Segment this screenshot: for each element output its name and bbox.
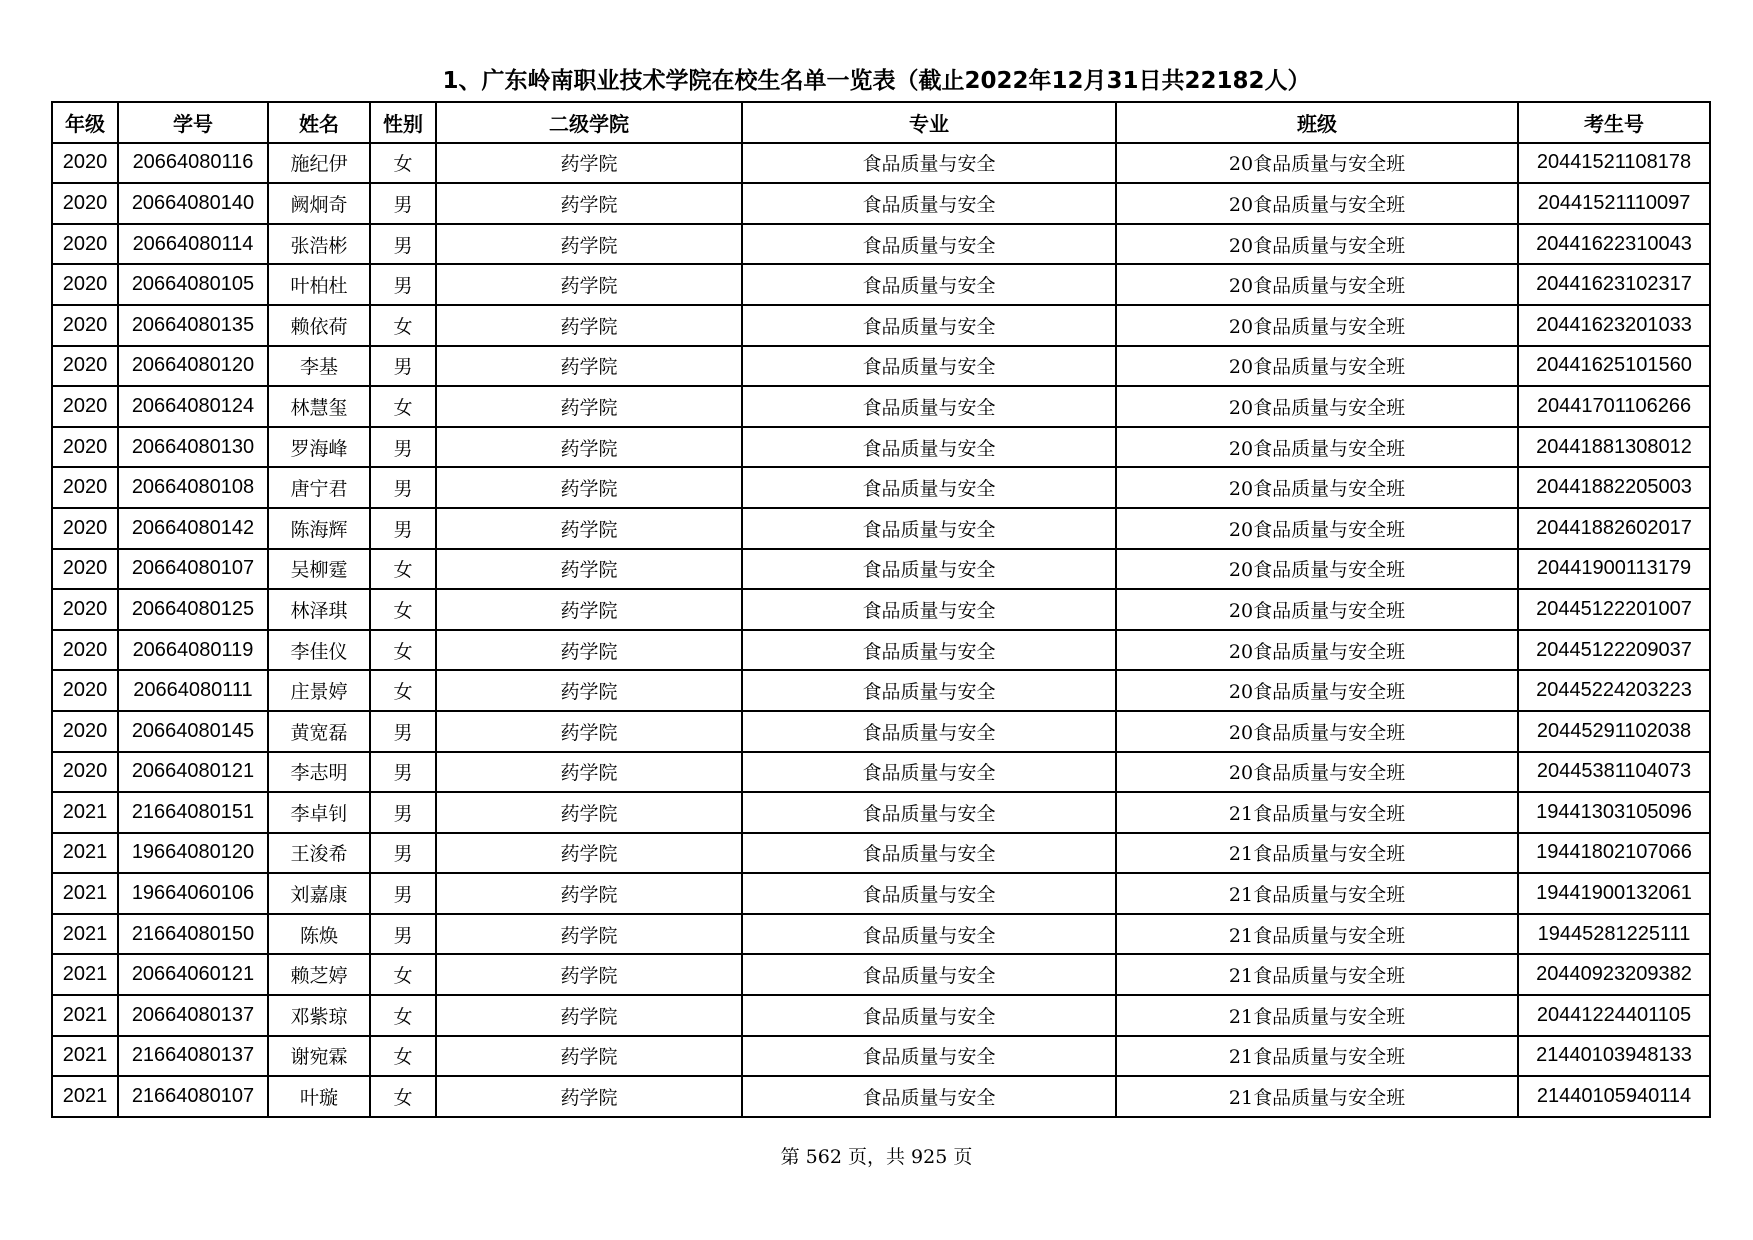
cell-student-id: 20664080120: [118, 346, 268, 387]
table-row: [52, 346, 1710, 387]
cell-name: 林泽琪: [268, 589, 370, 630]
table-row: [52, 1036, 1710, 1077]
cell-name: 陈海辉: [268, 508, 370, 549]
cell-major: 食品质量与安全: [742, 183, 1116, 224]
cell-major: 食品质量与安全: [742, 589, 1116, 630]
cell-name: 黄宽磊: [268, 711, 370, 752]
cell-name: 林慧玺: [268, 386, 370, 427]
cell-college: 药学院: [436, 752, 742, 793]
cell-name: 叶璇: [268, 1076, 370, 1117]
cell-exam-number: 20445122201007: [1518, 589, 1710, 630]
cell-major: 食品质量与安全: [742, 143, 1116, 184]
cell-major: 食品质量与安全: [742, 670, 1116, 711]
cell-exam-number: 21440103948133: [1518, 1036, 1710, 1077]
table-row: [52, 752, 1710, 793]
cell-grade: 2020: [52, 427, 118, 468]
cell-exam-number: 20441622310043: [1518, 224, 1710, 265]
cell-name: 庄景婷: [268, 670, 370, 711]
cell-grade: 2021: [52, 995, 118, 1036]
cell-student-id: 19664060106: [118, 873, 268, 914]
cell-grade: 2020: [52, 508, 118, 549]
cell-college: 药学院: [436, 143, 742, 184]
cell-class: 20食品质量与安全班: [1116, 346, 1518, 387]
cell-grade: 2020: [52, 752, 118, 793]
cell-gender: 女: [370, 1076, 436, 1117]
cell-class: 20食品质量与安全班: [1116, 711, 1518, 752]
header-class: 班级: [1116, 102, 1518, 143]
cell-grade: 2020: [52, 305, 118, 346]
table-row: [52, 711, 1710, 752]
cell-exam-number: 20445122209037: [1518, 630, 1710, 671]
cell-class: 20食品质量与安全班: [1116, 549, 1518, 590]
cell-grade: 2021: [52, 1036, 118, 1077]
cell-student-id: 19664080120: [118, 833, 268, 874]
cell-college: 药学院: [436, 183, 742, 224]
cell-class: 20食品质量与安全班: [1116, 427, 1518, 468]
cell-college: 药学院: [436, 589, 742, 630]
header-grade: 年级: [52, 102, 118, 143]
cell-student-id: 20664080137: [118, 995, 268, 1036]
cell-exam-number: 20441701106266: [1518, 386, 1710, 427]
cell-grade: 2021: [52, 792, 118, 833]
cell-major: 食品质量与安全: [742, 711, 1116, 752]
cell-student-id: 20664080124: [118, 386, 268, 427]
cell-gender: 男: [370, 183, 436, 224]
cell-student-id: 20664080145: [118, 711, 268, 752]
table-row: [52, 183, 1710, 224]
cell-grade: 2020: [52, 589, 118, 630]
cell-major: 食品质量与安全: [742, 1036, 1116, 1077]
table-row: [52, 427, 1710, 468]
header-name: 姓名: [268, 102, 370, 143]
cell-student-id: 21664080151: [118, 792, 268, 833]
cell-class: 21食品质量与安全班: [1116, 833, 1518, 874]
cell-major: 食品质量与安全: [742, 427, 1116, 468]
cell-college: 药学院: [436, 549, 742, 590]
table-row: [52, 467, 1710, 508]
cell-name: 吴柳霆: [268, 549, 370, 590]
cell-name: 李志明: [268, 752, 370, 793]
cell-gender: 男: [370, 833, 436, 874]
header-major: 专业: [742, 102, 1116, 143]
cell-college: 药学院: [436, 914, 742, 955]
cell-grade: 2021: [52, 914, 118, 955]
cell-exam-number: 20440923209382: [1518, 954, 1710, 995]
cell-class: 21食品质量与安全班: [1116, 873, 1518, 914]
cell-gender: 男: [370, 427, 436, 468]
cell-college: 药学院: [436, 670, 742, 711]
cell-exam-number: 20441882602017: [1518, 508, 1710, 549]
cell-class: 21食品质量与安全班: [1116, 954, 1518, 995]
cell-exam-number: 20441224401105: [1518, 995, 1710, 1036]
table-row: [52, 873, 1710, 914]
cell-major: 食品质量与安全: [742, 954, 1116, 995]
cell-grade: 2020: [52, 264, 118, 305]
cell-student-id: 20664080108: [118, 467, 268, 508]
cell-gender: 男: [370, 711, 436, 752]
table-row: [52, 549, 1710, 590]
cell-exam-number: 20441623201033: [1518, 305, 1710, 346]
cell-student-id: 20664080111: [118, 670, 268, 711]
cell-college: 药学院: [436, 711, 742, 752]
cell-exam-number: 20441521108178: [1518, 143, 1710, 184]
cell-class: 21食品质量与安全班: [1116, 914, 1518, 955]
table-row: [52, 954, 1710, 995]
cell-grade: 2020: [52, 549, 118, 590]
cell-student-id: 20664080114: [118, 224, 268, 265]
cell-college: 药学院: [436, 1076, 742, 1117]
cell-student-id: 20664080140: [118, 183, 268, 224]
cell-name: 阙炯奇: [268, 183, 370, 224]
cell-name: 李佳仪: [268, 630, 370, 671]
cell-exam-number: 20445381104073: [1518, 752, 1710, 793]
cell-gender: 女: [370, 1036, 436, 1077]
table-row: [52, 670, 1710, 711]
cell-class: 20食品质量与安全班: [1116, 386, 1518, 427]
cell-class: 20食品质量与安全班: [1116, 508, 1518, 549]
cell-name: 赖依荷: [268, 305, 370, 346]
cell-student-id: 21664080137: [118, 1036, 268, 1077]
table-row: [52, 995, 1710, 1036]
cell-name: 陈焕: [268, 914, 370, 955]
cell-college: 药学院: [436, 346, 742, 387]
cell-class: 21食品质量与安全班: [1116, 1076, 1518, 1117]
cell-gender: 女: [370, 670, 436, 711]
page-number-footer: 第 562 页，共 925 页: [780, 1146, 973, 1168]
cell-name: 刘嘉康: [268, 873, 370, 914]
cell-grade: 2020: [52, 670, 118, 711]
table-row: [52, 914, 1710, 955]
cell-grade: 2020: [52, 711, 118, 752]
cell-grade: 2020: [52, 467, 118, 508]
cell-gender: 女: [370, 589, 436, 630]
cell-gender: 男: [370, 873, 436, 914]
cell-class: 20食品质量与安全班: [1116, 589, 1518, 630]
cell-student-id: 20664080142: [118, 508, 268, 549]
cell-gender: 女: [370, 143, 436, 184]
cell-college: 药学院: [436, 224, 742, 265]
cell-college: 药学院: [436, 508, 742, 549]
cell-exam-number: 19441900132061: [1518, 873, 1710, 914]
cell-college: 药学院: [436, 427, 742, 468]
cell-student-id: 20664080105: [118, 264, 268, 305]
cell-gender: 女: [370, 954, 436, 995]
cell-exam-number: 19441303105096: [1518, 792, 1710, 833]
cell-gender: 男: [370, 914, 436, 955]
cell-exam-number: 19441802107066: [1518, 833, 1710, 874]
cell-class: 20食品质量与安全班: [1116, 264, 1518, 305]
cell-major: 食品质量与安全: [742, 630, 1116, 671]
header-student-id: 学号: [118, 102, 268, 143]
cell-grade: 2021: [52, 833, 118, 874]
cell-college: 药学院: [436, 954, 742, 995]
table-row: [52, 508, 1710, 549]
cell-major: 食品质量与安全: [742, 833, 1116, 874]
cell-exam-number: 20441625101560: [1518, 346, 1710, 387]
cell-grade: 2021: [52, 873, 118, 914]
cell-student-id: 20664080116: [118, 143, 268, 184]
cell-name: 赖芝婷: [268, 954, 370, 995]
cell-major: 食品质量与安全: [742, 792, 1116, 833]
cell-college: 药学院: [436, 264, 742, 305]
cell-major: 食品质量与安全: [742, 914, 1116, 955]
cell-gender: 女: [370, 386, 436, 427]
cell-gender: 女: [370, 305, 436, 346]
cell-college: 药学院: [436, 995, 742, 1036]
cell-name: 罗海峰: [268, 427, 370, 468]
cell-exam-number: 20441623102317: [1518, 264, 1710, 305]
cell-grade: 2020: [52, 183, 118, 224]
cell-major: 食品质量与安全: [742, 873, 1116, 914]
table-row: [52, 1076, 1710, 1117]
table-body: [52, 143, 1710, 1117]
cell-name: 张浩彬: [268, 224, 370, 265]
cell-exam-number: 20441881308012: [1518, 427, 1710, 468]
cell-name: 李基: [268, 346, 370, 387]
cell-name: 唐宁君: [268, 467, 370, 508]
cell-name: 邓紫琼: [268, 995, 370, 1036]
cell-gender: 男: [370, 264, 436, 305]
cell-major: 食品质量与安全: [742, 467, 1116, 508]
table-row: [52, 143, 1710, 184]
cell-student-id: 20664080130: [118, 427, 268, 468]
cell-name: 谢宛霖: [268, 1036, 370, 1077]
cell-exam-number: 19445281225111: [1518, 914, 1710, 955]
cell-major: 食品质量与安全: [742, 752, 1116, 793]
cell-college: 药学院: [436, 833, 742, 874]
student-roster-table: [51, 101, 1711, 1118]
header-gender: 性别: [370, 102, 436, 143]
cell-gender: 男: [370, 792, 436, 833]
table-row: [52, 833, 1710, 874]
cell-gender: 男: [370, 224, 436, 265]
cell-exam-number: 20441900113179: [1518, 549, 1710, 590]
cell-class: 20食品质量与安全班: [1116, 752, 1518, 793]
cell-exam-number: 21440105940114: [1518, 1076, 1710, 1117]
cell-grade: 2020: [52, 346, 118, 387]
cell-grade: 2020: [52, 224, 118, 265]
cell-student-id: 20664080135: [118, 305, 268, 346]
cell-gender: 女: [370, 995, 436, 1036]
cell-major: 食品质量与安全: [742, 386, 1116, 427]
table-row: [52, 386, 1710, 427]
cell-class: 20食品质量与安全班: [1116, 224, 1518, 265]
table-row: [52, 224, 1710, 265]
cell-name: 王浚希: [268, 833, 370, 874]
cell-college: 药学院: [436, 630, 742, 671]
cell-college: 药学院: [436, 467, 742, 508]
cell-class: 21食品质量与安全班: [1116, 995, 1518, 1036]
cell-major: 食品质量与安全: [742, 346, 1116, 387]
table-row: [52, 305, 1710, 346]
cell-college: 药学院: [436, 792, 742, 833]
cell-class: 20食品质量与安全班: [1116, 630, 1518, 671]
cell-class: 20食品质量与安全班: [1116, 183, 1518, 224]
cell-major: 食品质量与安全: [742, 995, 1116, 1036]
cell-gender: 男: [370, 752, 436, 793]
cell-college: 药学院: [436, 305, 742, 346]
cell-student-id: 20664080107: [118, 549, 268, 590]
cell-major: 食品质量与安全: [742, 1076, 1116, 1117]
header-exam-number: 考生号: [1518, 102, 1710, 143]
cell-student-id: 20664080121: [118, 752, 268, 793]
table-row: [52, 264, 1710, 305]
cell-gender: 男: [370, 467, 436, 508]
cell-grade: 2020: [52, 630, 118, 671]
cell-class: 20食品质量与安全班: [1116, 467, 1518, 508]
cell-college: 药学院: [436, 873, 742, 914]
cell-grade: 2020: [52, 143, 118, 184]
cell-student-id: 21664080150: [118, 914, 268, 955]
cell-student-id: 20664080119: [118, 630, 268, 671]
cell-student-id: 21664080107: [118, 1076, 268, 1117]
cell-name: 叶柏杜: [268, 264, 370, 305]
table-row: [52, 630, 1710, 671]
cell-major: 食品质量与安全: [742, 508, 1116, 549]
cell-grade: 2021: [52, 1076, 118, 1117]
cell-major: 食品质量与安全: [742, 224, 1116, 265]
cell-gender: 女: [370, 549, 436, 590]
table-header-row: [52, 102, 1710, 143]
cell-class: 21食品质量与安全班: [1116, 1036, 1518, 1077]
table-row: [52, 792, 1710, 833]
cell-exam-number: 20445291102038: [1518, 711, 1710, 752]
cell-college: 药学院: [436, 386, 742, 427]
cell-name: 李卓钊: [268, 792, 370, 833]
cell-student-id: 20664080125: [118, 589, 268, 630]
cell-exam-number: 20441882205003: [1518, 467, 1710, 508]
cell-major: 食品质量与安全: [742, 264, 1116, 305]
cell-gender: 男: [370, 508, 436, 549]
cell-class: 20食品质量与安全班: [1116, 143, 1518, 184]
header-college: 二级学院: [436, 102, 742, 143]
cell-college: 药学院: [436, 1036, 742, 1077]
cell-name: 施纪伊: [268, 143, 370, 184]
cell-exam-number: 20441521110097: [1518, 183, 1710, 224]
page-title: 1、广东岭南职业技术学院在校生名单一览表（截止2022年12月31日共22182人）: [442, 68, 1311, 94]
cell-major: 食品质量与安全: [742, 549, 1116, 590]
cell-grade: 2021: [52, 954, 118, 995]
cell-exam-number: 20445224203223: [1518, 670, 1710, 711]
cell-class: 20食品质量与安全班: [1116, 670, 1518, 711]
cell-gender: 男: [370, 346, 436, 387]
cell-class: 20食品质量与安全班: [1116, 305, 1518, 346]
cell-student-id: 20664060121: [118, 954, 268, 995]
cell-class: 21食品质量与安全班: [1116, 792, 1518, 833]
cell-grade: 2020: [52, 386, 118, 427]
cell-major: 食品质量与安全: [742, 305, 1116, 346]
cell-gender: 女: [370, 630, 436, 671]
table-row: [52, 589, 1710, 630]
